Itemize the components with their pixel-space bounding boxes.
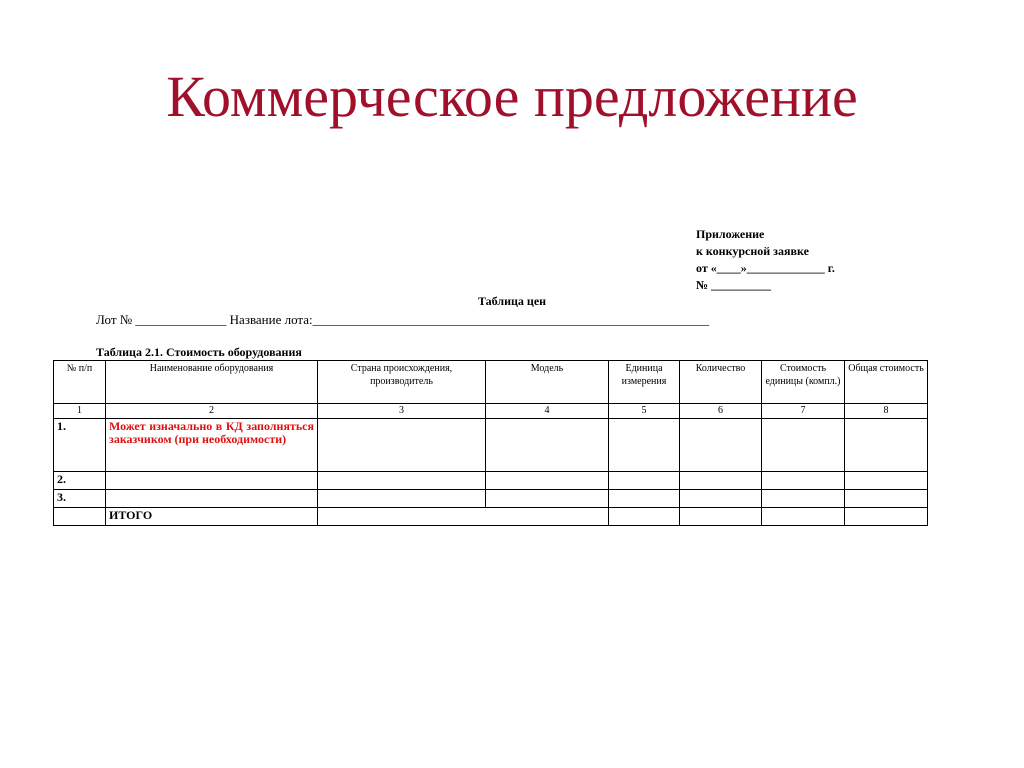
empty-cell <box>318 490 486 508</box>
total-row <box>54 508 928 526</box>
empty-cell <box>680 508 762 526</box>
empty-cell <box>318 472 486 490</box>
column-number: 4 <box>486 404 609 419</box>
equipment-name-note: Может изначально в КД заполняться заказчиком (при необходимости) <box>106 419 318 472</box>
empty-cell <box>845 419 928 472</box>
header-cell: Общая стоимость <box>845 361 928 404</box>
table-caption: Таблица 2.1. Стоимость оборудования <box>96 345 302 359</box>
empty-cell <box>680 419 762 472</box>
empty-cell <box>762 419 845 472</box>
column-number: 3 <box>318 404 486 419</box>
equipment-name-cell <box>106 472 318 490</box>
empty-cell <box>609 508 680 526</box>
column-number: 6 <box>680 404 762 419</box>
empty-cell <box>486 419 609 472</box>
lot-line: Лот № ______________ Название лота:_____________________________________________________________ <box>96 312 710 327</box>
empty-cell <box>845 490 928 508</box>
equipment-name-cell <box>106 490 318 508</box>
empty-cell <box>54 508 106 526</box>
header-cell: Страна происхождения, производитель <box>318 361 486 404</box>
equipment-cost-table <box>53 360 928 526</box>
header-cell: Стоимость единицы (компл.) <box>762 361 845 404</box>
table-row <box>54 472 928 490</box>
row-number: 3. <box>54 490 106 508</box>
column-number: 1 <box>54 404 106 419</box>
header-cell: № п/п <box>54 361 106 404</box>
empty-cell <box>845 472 928 490</box>
empty-cell <box>609 472 680 490</box>
empty-cell <box>609 419 680 472</box>
appendix-line-3: от «____»_____________ г. <box>696 261 835 275</box>
empty-cell <box>318 419 486 472</box>
empty-cell <box>762 490 845 508</box>
header-cell: Модель <box>486 361 609 404</box>
header-cell: Единица измерения <box>609 361 680 404</box>
appendix-line-4: № __________ <box>696 278 772 292</box>
empty-cell <box>845 508 928 526</box>
table-row <box>54 490 928 508</box>
table-header-row <box>54 361 928 404</box>
column-number: 8 <box>845 404 928 419</box>
row-number: 1. <box>54 419 106 472</box>
table-row <box>54 419 928 472</box>
column-number: 7 <box>762 404 845 419</box>
appendix-block <box>696 226 835 294</box>
row-number: 2. <box>54 472 106 490</box>
header-cell: Наименование оборудования <box>106 361 318 404</box>
header-cell: Количество <box>680 361 762 404</box>
empty-cell <box>680 472 762 490</box>
empty-cell <box>486 472 609 490</box>
appendix-line-1: Приложение <box>696 227 765 241</box>
column-number: 2 <box>106 404 318 419</box>
empty-cell <box>762 508 845 526</box>
empty-cell <box>486 490 609 508</box>
total-label: ИТОГО <box>106 508 318 526</box>
column-number-row <box>54 404 928 419</box>
column-number: 5 <box>609 404 680 419</box>
empty-cell <box>680 490 762 508</box>
empty-cell <box>762 472 845 490</box>
empty-cell <box>318 508 609 526</box>
price-table-title: Таблица цен <box>477 294 547 308</box>
appendix-line-2: к конкурсной заявке <box>696 244 809 258</box>
slide-title: Коммерческое предложение <box>166 64 858 129</box>
empty-cell <box>609 490 680 508</box>
